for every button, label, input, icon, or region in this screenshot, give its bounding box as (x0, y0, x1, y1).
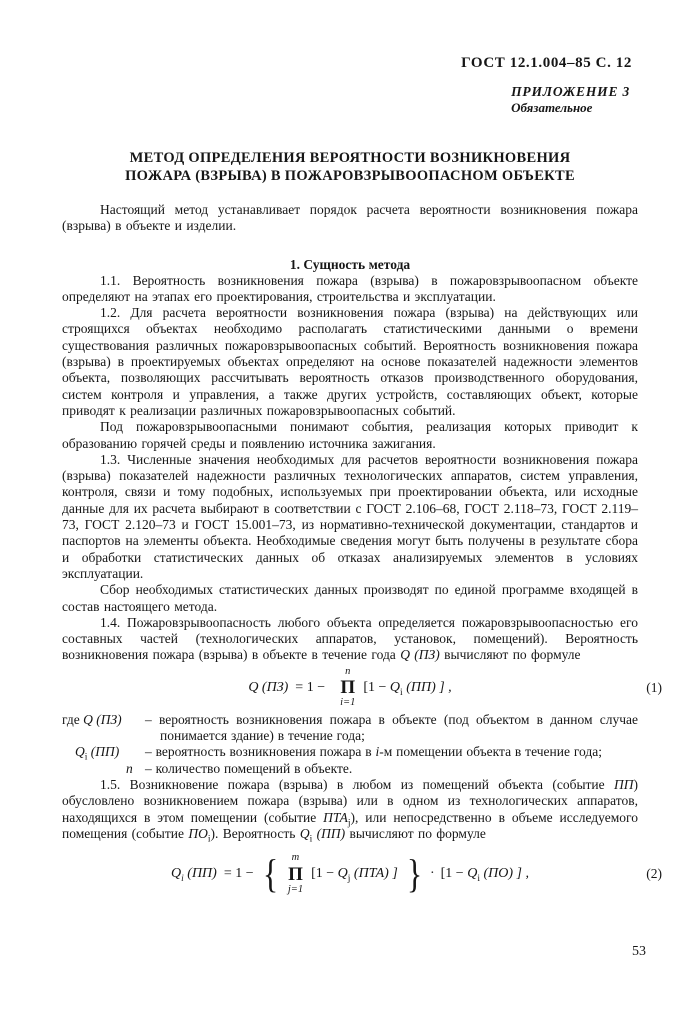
annex-label: ПРИЛОЖЕНИЕ 3 (511, 84, 630, 99)
product-lower-limit: i=1 (340, 697, 356, 709)
formula-2-lhs: $Q_i$ (ПП) (171, 866, 217, 884)
inline-variable-pp: ПП (614, 776, 634, 792)
product-2-symbol: Π (288, 863, 303, 885)
gost-header: ГОСТ 12.1.004–85 С. 12 (461, 55, 632, 71)
formula-2 (62, 845, 662, 903)
formula-2-term-2: [$1 - Q_i$ (ПО) ] , (440, 866, 529, 884)
formula-1-lhs: Q (ПЗ) (248, 679, 289, 695)
symbol-definitions (62, 712, 638, 777)
paragraph-1-4: 1.4. Пожаровзрывоопасность любого объекта определяется пожаровзрывоопасностью его составных частей (технологических аппаратов, установок, помещений). Вероятность возникновения пожара (взрыва) в объекте в течение года Q (ПЗ) вычисляют по формуле (62, 614, 638, 663)
inline-variable-po: ПО (188, 825, 208, 841)
formula-2-relation: = 1 − (223, 866, 254, 882)
annex-type: Обязательное (511, 100, 593, 115)
document-title-line-2: ПОЖАРА (ВЗРЫВА) В ПОЖАРОВЗРЫВООПАСНОМ ОБЪЕКТЕ (125, 168, 575, 184)
inline-variable-pta: ПТА (323, 809, 348, 825)
formula-1-term: [$1 - Q_i$ (ПП) ] , (363, 679, 452, 698)
inline-variable-q-pz: Q (ПЗ) (400, 647, 440, 663)
document-title (62, 149, 638, 185)
definition-row-q-pz: где Q (ПЗ) – вероятность возникновения пожара в объекте (под объектом в данном случае понимается здание) в течение года; (62, 711, 638, 744)
product-upper-limit: n (345, 665, 351, 677)
paragraph-1-3: 1.3. Численные значения необходимых для расчетов вероятности возникновения пожара (взрыва) показателей надежности различных технологических аппаратов, систем управления, контроля, связи и тому подобных, используемых при проектировании объекта, или исходные данные для их расчета выбирают в соответствии с ГОСТ 2.106–68, ГОСТ 2.118–73, ГОСТ 2.119–73, ГОСТ 2.120–73 и ГОСТ 15.001–73, из нормативно-технической документации, стандартов и паспортов на элементы объекта. Необходимые сведения могут быть получены в результате сбора и обработки статистических данных об отказах анализируемых элементов в условиях эксплуатации. (62, 451, 638, 581)
intro-paragraph: Настоящий метод устанавливает порядок расчета вероятности возникновения пожара (взрыва) в объекте и изделии. (62, 202, 638, 234)
paragraph-1-1: 1.1. Вероятность возникновения пожара (взрыва) в пожаровзрывоопасном объекте определяют на этапах его проектирования, строительства и эксплуатации. (62, 272, 638, 304)
product-operator-2 (288, 853, 303, 895)
formula-2-term-1: [$1 - Q_j$ (ПТА) ] (311, 866, 398, 884)
paragraph-1-3-note: Сбор необходимых статистических данных производят по единой программе входящей в состав настоящего метода. (62, 582, 638, 614)
paragraph-1-2: 1.2. Для расчета вероятности возникновения пожара (взрыва) на действующих или строящихся объектах необходимо располагать статистическими данными о времени существования различных пожаровзрывоопасных событий. Вероятность возникновения пожара (взрыва) в проектируемых объектах определяют на основе показателей надежности элементов объекта, позволяющих рассчитывать вероятность отказов производственного оборудования, систем контроля и управления, а также других устройств, составляющих объект, которые приводят к реализации различных пожаровзрывоопасных событий. (62, 305, 638, 418)
formula-1-relation: = 1 − (295, 679, 326, 695)
product-2-lower-limit: j=1 (287, 883, 304, 895)
equation-number-2: (2) (646, 866, 662, 882)
section-1-heading: 1. Сущность метода (289, 256, 411, 272)
inline-variable-qi: Q (299, 825, 310, 841)
left-brace: { (262, 851, 278, 897)
definition-row-qi-pp: $Q_i$ (ПП) – вероятность возникновения пожара в i-м помещении объекта в течение года; (75, 744, 603, 763)
multiplication-dot: · (429, 866, 435, 882)
page-number: 53 (632, 944, 646, 959)
right-brace: } (406, 851, 423, 897)
document-title-line-1: МЕТОД ОПРЕДЕЛЕНИЯ ВЕРОЯТНОСТИ ВОЗНИКНОВЕНИЯ (129, 150, 571, 166)
text-column (62, 0, 662, 903)
paragraph-1-5: 1.5. Возникновение пожара (взрыва) в любом из помещений объекта (событие ПП) обусловлено возникновением пожара (взрыва) или в одном из технологических аппаратов, находящихся в этом помещении (событие $ПТА_j$), или непосредственно в объеме исследуемого помещения (событие $ПО_i$). Вероятность $Q_i$ (ПП) вычисляют по формуле (62, 776, 638, 845)
product-2-upper-limit: m (291, 852, 300, 864)
product-operator (340, 667, 355, 709)
formula-1 (62, 665, 662, 711)
paragraph-1-2-note: Под пожаровзрывоопасными понимают события, реализация которых приводит к образованию горячей среды и появлению источника зажигания. (62, 419, 638, 451)
equation-number-1: (1) (646, 679, 662, 695)
product-symbol: Π (340, 677, 356, 699)
annex-block (62, 84, 638, 116)
definition-row-n: n – количество помещений в объекте. (126, 760, 353, 776)
